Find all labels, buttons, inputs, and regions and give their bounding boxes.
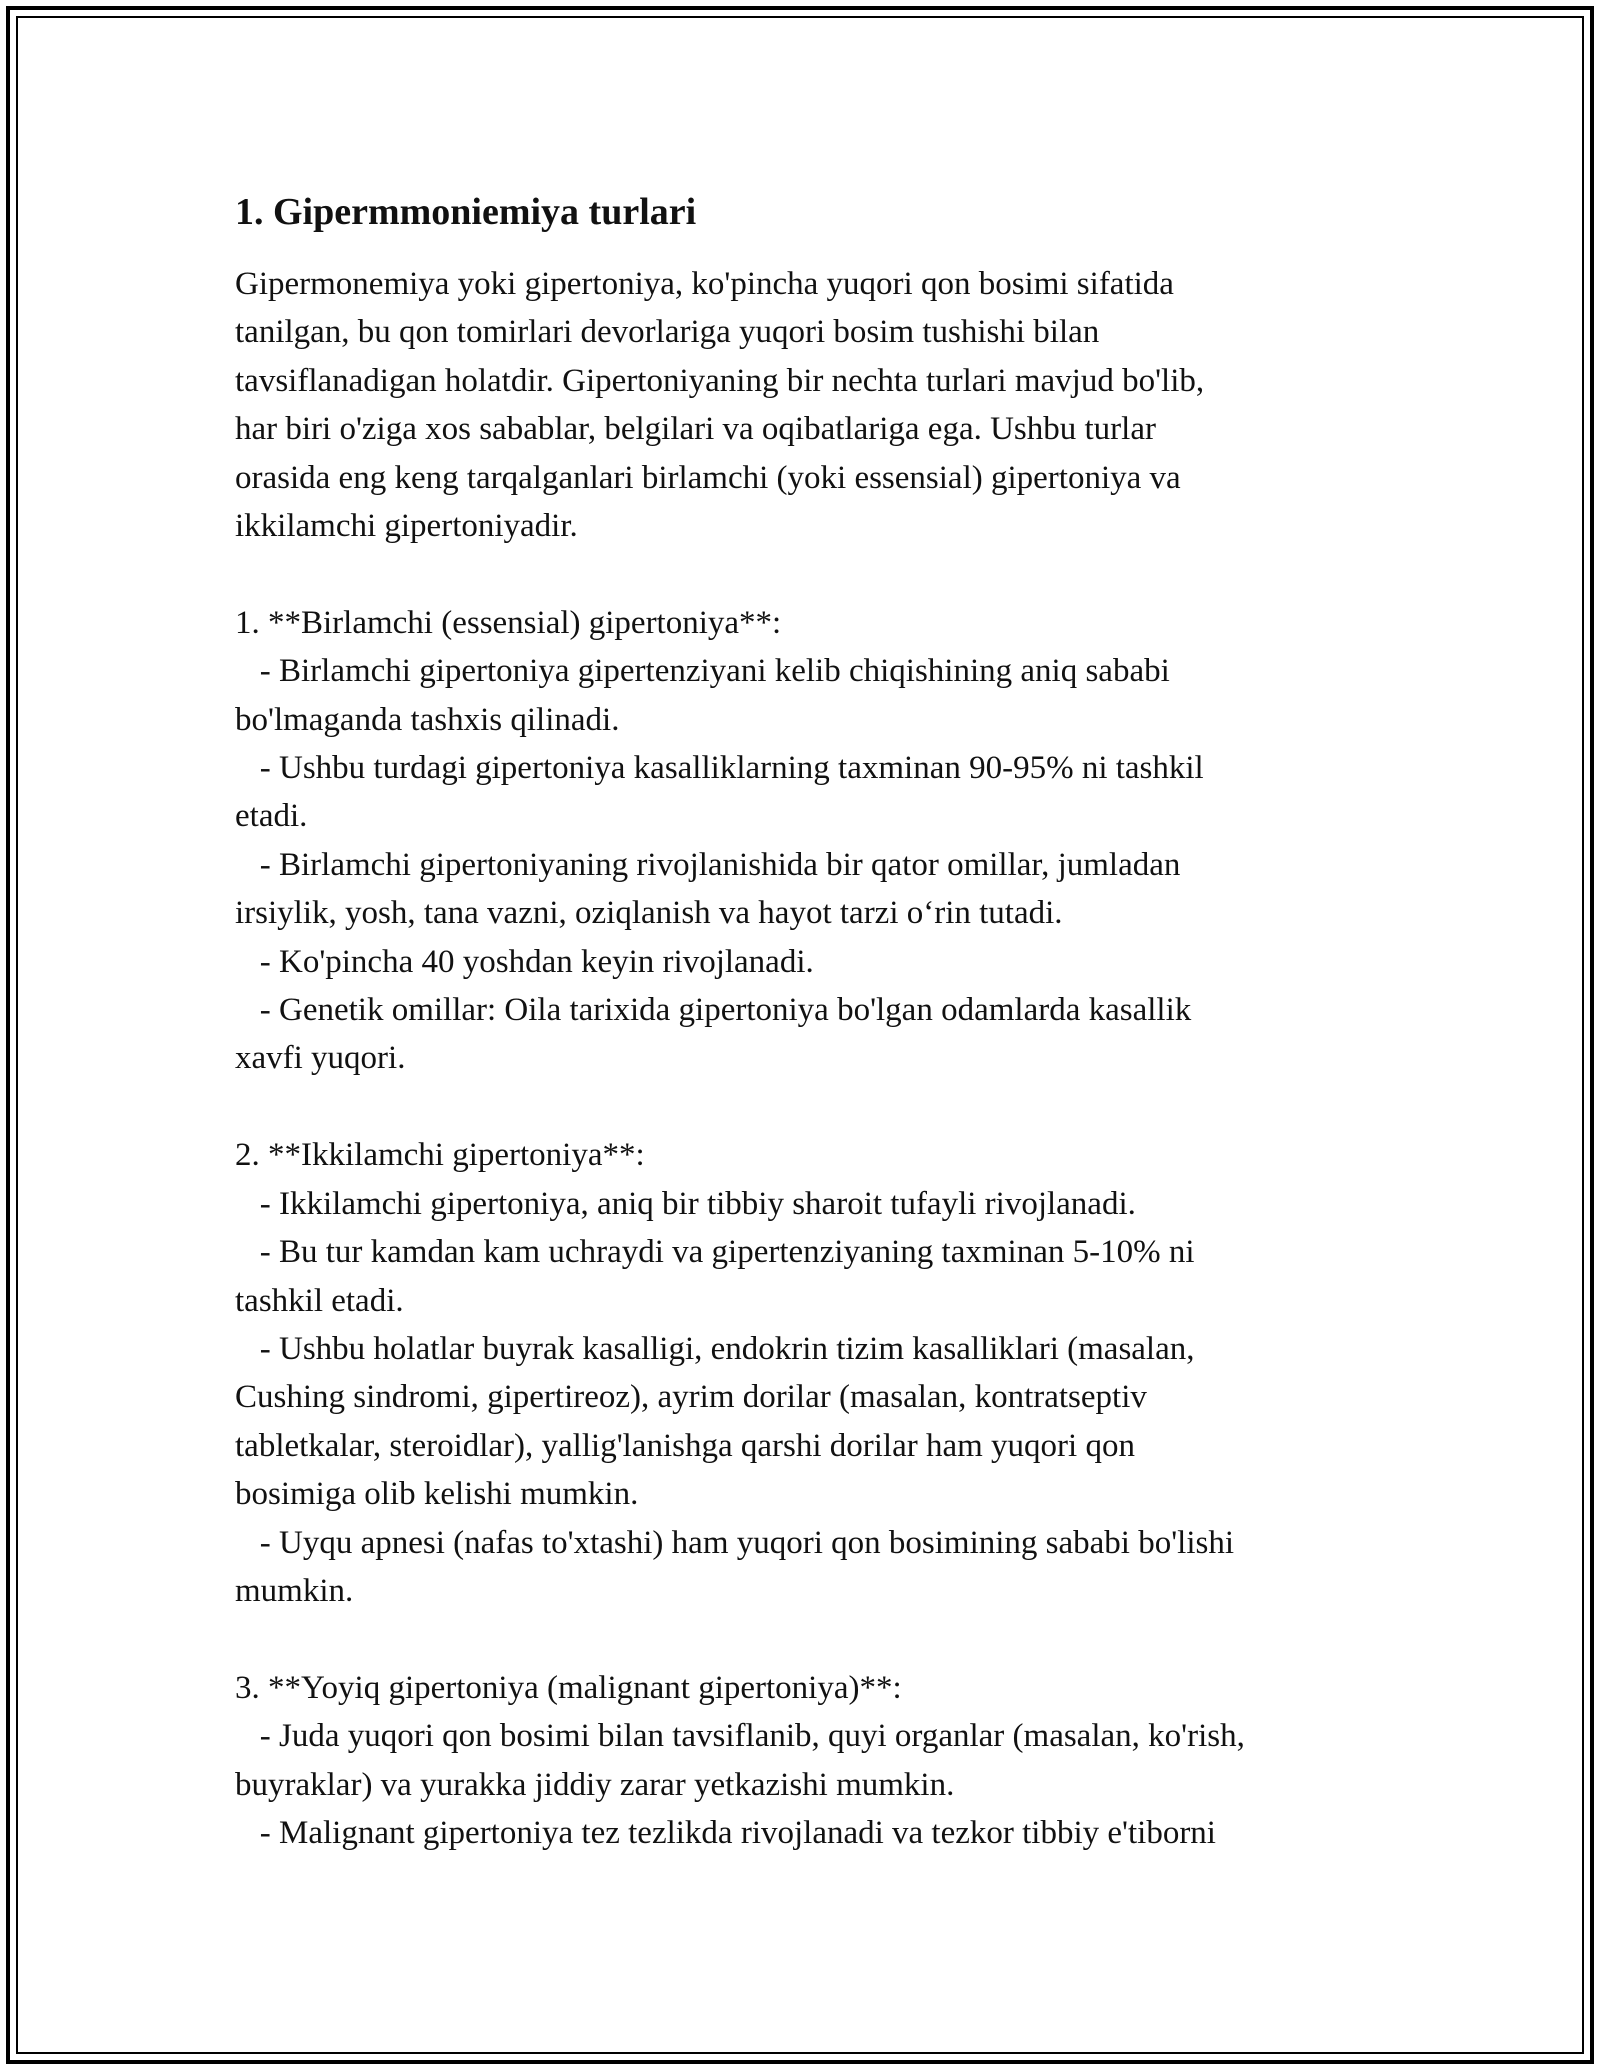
text-line: mumkin.: [235, 1572, 354, 1609]
section-malignant-hypertension: [235, 1664, 1385, 1858]
section-primary-hypertension: [235, 599, 1385, 1083]
text-line: Gipermonemiya yoki gipertoniya, ko'pincha yuqori qon bosimi sifatida: [235, 266, 1174, 302]
section-heading: 1. **Birlamchi (essensial) gipertoniya**:: [235, 604, 782, 641]
spacer: [235, 1083, 1385, 1131]
text-line: har biri o'ziga xos sabablar, belgilari va oqibatlariga ega. Ushbu turlar: [235, 411, 1156, 448]
text-line: - Malignant gipertoniya tez tezlikda rivojlanadi va tezkor tibbiy e'tiborni: [235, 1814, 1216, 1851]
section-heading: 2. **Ikkilamchi gipertoniya**:: [235, 1137, 645, 1174]
page-title: 1. Gipermmoniemiya turlari: [235, 191, 697, 233]
text-line: tanilgan, bu qon tomirlari devorlariga yuqori bosim tushishi bilan: [235, 314, 1100, 351]
spacer: [235, 1615, 1385, 1663]
spacer: [235, 550, 1385, 598]
text-line: - Birlamchi gipertoniya gipertenziyani kelib chiqishining aniq sababi: [235, 653, 1170, 690]
text-line: - Ko'pincha 40 yoshdan keyin rivojlanadi.: [235, 943, 814, 980]
text-line: buyraklar) va yurakka jiddiy zarar yetkazishi mumkin.: [235, 1766, 955, 1803]
text-line: - Uyqu apnesi (nafas to'xtashi) ham yuqori qon bosimining sababi bo'lishi: [235, 1524, 1235, 1561]
text-line: - Juda yuqori qon bosimi bilan tavsiflanib, quyi organlar (masalan, ko'rish,: [235, 1718, 1245, 1755]
document-body: [235, 188, 1385, 1857]
text-line: orasida eng keng tarqalganlari birlamchi (yoki essensial) gipertoniya va: [235, 459, 1181, 496]
text-line: tabletkalar, steroidlar), yallig'lanishga qarshi dorilar ham yuqori qon: [235, 1427, 1135, 1464]
text-line: - Genetik omillar: Oila tarixida gipertoniya bo'lgan odamlarda kasallik: [235, 992, 1192, 1029]
text-line: - Birlamchi gipertoniyaning rivojlanishida bir qator omillar, jumladan: [235, 846, 1181, 883]
text-line: Cushing sindromi, gipertireoz), ayrim dorilar (masalan, kontratseptiv: [235, 1379, 1147, 1416]
text-line: tavsiflanadigan holatdir. Gipertoniyaning bir nechta turlari mavjud bo'lib,: [235, 362, 1205, 399]
text-line: irsiylik, yosh, tana vazni, oziqlanish va hayot tarzi o‘rin tutadi.: [235, 895, 1063, 932]
section-secondary-hypertension: [235, 1131, 1385, 1615]
text-line: xavfi yuqori.: [235, 1040, 406, 1077]
text-line: - Ushbu holatlar buyrak kasalligi, endokrin tizim kasalliklari (masalan,: [235, 1330, 1195, 1367]
text-line: - Ushbu turdagi gipertoniya kasalliklarning taxminan 90-95% ni tashkil: [235, 750, 1204, 787]
text-line: etadi.: [235, 798, 308, 835]
text-line: - Ikkilamchi gipertoniya, aniq bir tibbiy sharoit tufayli rivojlanadi.: [235, 1185, 1136, 1222]
text-line: bo'lmaganda tashxis qilinadi.: [235, 701, 620, 738]
text-line: ikkilamchi gipertoniyadir.: [235, 508, 578, 545]
section-heading: 3. **Yoyiq gipertoniya (malignant gipertoniya)**:: [235, 1669, 902, 1706]
text-line: - Bu tur kamdan kam uchraydi va gipertenziyaning taxminan 5-10% ni: [235, 1234, 1195, 1271]
text-line: bosimiga olib kelishi mumkin.: [235, 1476, 639, 1513]
text-line: tashkil etadi.: [235, 1282, 404, 1319]
intro-paragraph: [235, 260, 1385, 550]
